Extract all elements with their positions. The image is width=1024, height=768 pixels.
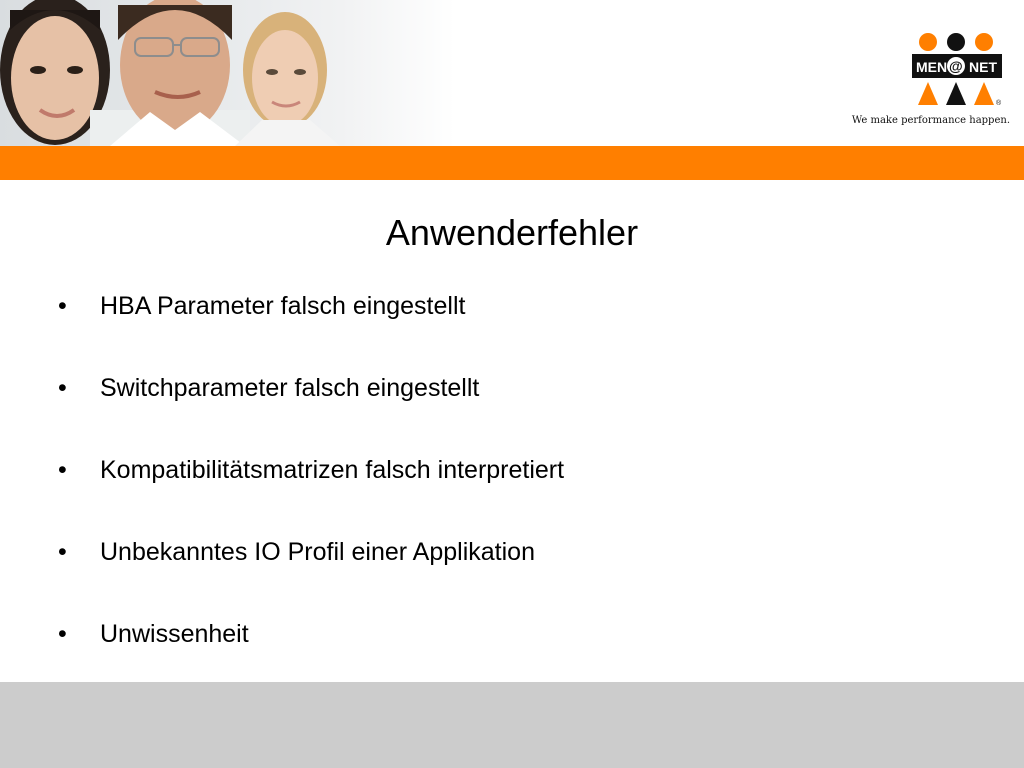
gray-footer-band — [0, 682, 1024, 768]
bullet-text: Unbekanntes IO Profil einer Applikation — [100, 538, 535, 566]
header-photo — [0, 0, 455, 146]
bullet-glyph: • — [58, 456, 67, 484]
slide-title: Anwenderfehler — [385, 212, 639, 253]
people-photo-illustration — [0, 0, 455, 146]
slide-header — [0, 0, 1024, 146]
bullet-text: Kompatibilitätsmatrizen falsch interpretiert — [100, 456, 565, 484]
bullet-text: HBA Parameter falsch eingestellt — [100, 292, 466, 320]
bullet-item — [58, 292, 564, 374]
bullet-glyph: • — [58, 620, 67, 648]
bullet-glyph: • — [58, 374, 67, 402]
bullet-list — [58, 292, 564, 702]
bullet-item — [58, 374, 564, 456]
company-tagline: We make performance happen. — [851, 115, 1010, 126]
bullet-item — [58, 456, 564, 538]
menandnet-logo — [906, 30, 1006, 110]
registered-mark: ® — [996, 100, 1002, 107]
logo-text-men: MEN — [916, 59, 948, 75]
logo-text-net: NET — [969, 59, 997, 75]
bullet-text: Unwissenheit — [100, 620, 249, 648]
logo-text-at: @ — [949, 58, 963, 74]
orange-header-band — [0, 146, 1024, 180]
bullet-glyph: • — [58, 292, 67, 320]
bullet-glyph: • — [58, 538, 67, 566]
bullet-item — [58, 538, 564, 620]
bullet-text: Switchparameter falsch eingestellt — [100, 374, 480, 402]
